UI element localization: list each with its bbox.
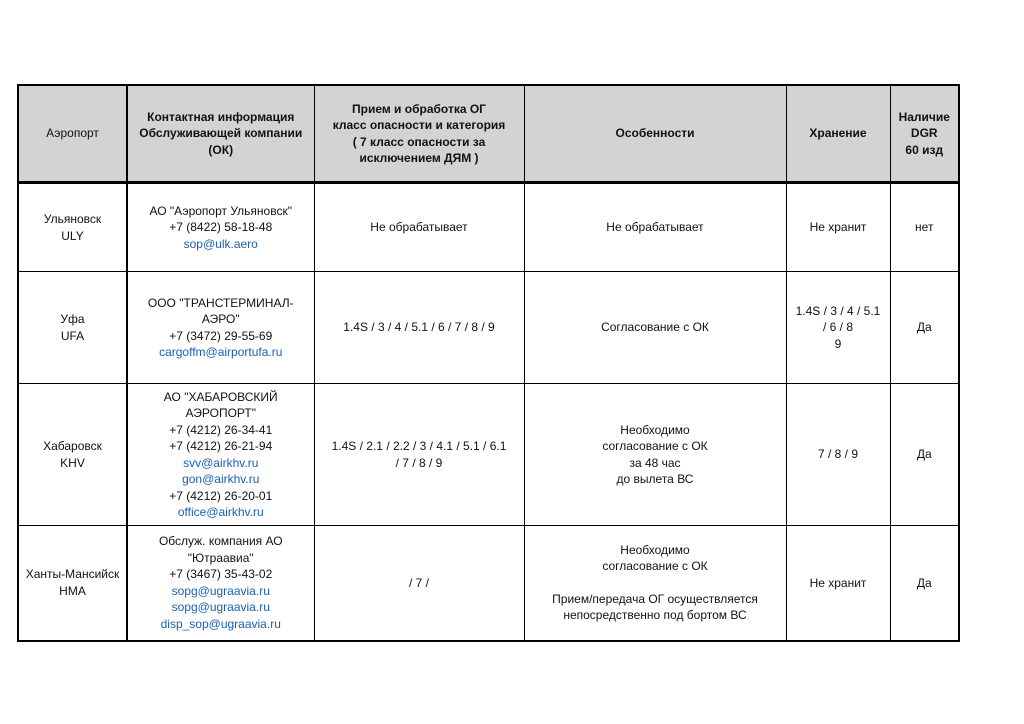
dgr-cell: Да bbox=[890, 384, 959, 526]
storage-cell: Не хранит bbox=[786, 526, 890, 641]
contact-cell: Обслуж. компания АО "Ютраавиа" +7 (3467) 35-43-02 sopg@ugraavia.ru sopg@ugraavia.ru disp_sop@ugraavia.ru bbox=[127, 526, 314, 641]
airport-cell: Хабаровск KHV bbox=[18, 384, 127, 526]
storage-cell: 1.4S / 3 / 4 / 5.1 / 6 / 8 9 bbox=[786, 272, 890, 384]
table-row bbox=[18, 183, 959, 272]
header-row bbox=[18, 85, 959, 183]
email-link[interactable]: office@airkhv.ru bbox=[177, 505, 264, 519]
acceptance-cell: 1.4S / 2.1 / 2.2 / 3 / 4.1 / 5.1 / 6.1 / 7 / 8 / 9 bbox=[314, 384, 524, 526]
storage-cell: 7 / 8 / 9 bbox=[786, 384, 890, 526]
storage-cell: Не хранит bbox=[786, 183, 890, 272]
contact-cell: АО "ХАБАРОВСКИЙ АЭРОПОРТ" +7 (4212) 26-34-41 +7 (4212) 26-21-94 svv@airkhv.ru gon@airkhv.ru +7 (4212) 26-20-01 office@airkhv.ru bbox=[127, 384, 314, 526]
airport-cell: Ханты-Мансийск HMA bbox=[18, 526, 127, 641]
header-storage: Хранение bbox=[786, 85, 890, 183]
features-cell: Не обрабатывает bbox=[524, 183, 786, 272]
header-airport: Аэропорт bbox=[18, 85, 127, 183]
airport-cell: Ульяновск ULY bbox=[18, 183, 127, 272]
spacer bbox=[527, 575, 784, 591]
features-cell: Необходимо согласование с ОК Прием/передача ОГ осуществляется непосредственно под бортом ВС bbox=[524, 526, 786, 641]
contact-cell: ООО "ТРАНСТЕРМИНАЛ- АЭРО" +7 (3472) 29-55-69 cargoffm@airportufa.ru bbox=[127, 272, 314, 384]
email-link[interactable]: svv@airkhv.ru bbox=[183, 455, 259, 470]
contact-cell: АО "Аэропорт Ульяновск" +7 (8422) 58-18-48 sop@ulk.aero bbox=[127, 183, 314, 272]
dgr-cell: Да bbox=[890, 272, 959, 384]
header-acceptance: Прием и обработка ОГ класс опасности и категория ( 7 класс опасности за исключением ДЯМ ) bbox=[314, 85, 524, 183]
table-row bbox=[18, 384, 959, 526]
email-link[interactable]: sop@ulk.aero bbox=[183, 236, 258, 251]
email-link[interactable]: sopg@ugraavia.ru bbox=[171, 583, 270, 598]
email-link[interactable]: gon@airkhv.ru bbox=[182, 472, 260, 486]
table-row bbox=[18, 526, 959, 641]
header-dgr: Наличие DGR 60 изд bbox=[890, 85, 959, 183]
table-row bbox=[18, 272, 959, 384]
header-contact: Контактная информация Обслуживающей компании (ОК) bbox=[127, 85, 314, 183]
dgr-cell: нет bbox=[890, 183, 959, 272]
dgr-airports-table bbox=[17, 84, 960, 642]
dgr-cell: Да bbox=[890, 526, 959, 641]
acceptance-cell: Не обрабатывает bbox=[314, 183, 524, 272]
airport-cell: Уфа UFA bbox=[18, 272, 127, 384]
email-link[interactable]: cargoffm@airportufa.ru bbox=[159, 345, 283, 359]
email-link[interactable]: disp_sop@ugraavia.ru bbox=[160, 616, 281, 631]
header-features: Особенности bbox=[524, 85, 786, 183]
features-cell: Необходимо согласование с ОК за 48 час до вылета ВС bbox=[524, 384, 786, 526]
email-link[interactable]: sopg@ugraavia.ru bbox=[171, 600, 270, 615]
acceptance-cell: / 7 / bbox=[314, 526, 524, 641]
features-cell: Согласование с ОК bbox=[524, 272, 786, 384]
acceptance-cell: 1.4S / 3 / 4 / 5.1 / 6 / 7 / 8 / 9 bbox=[314, 272, 524, 384]
